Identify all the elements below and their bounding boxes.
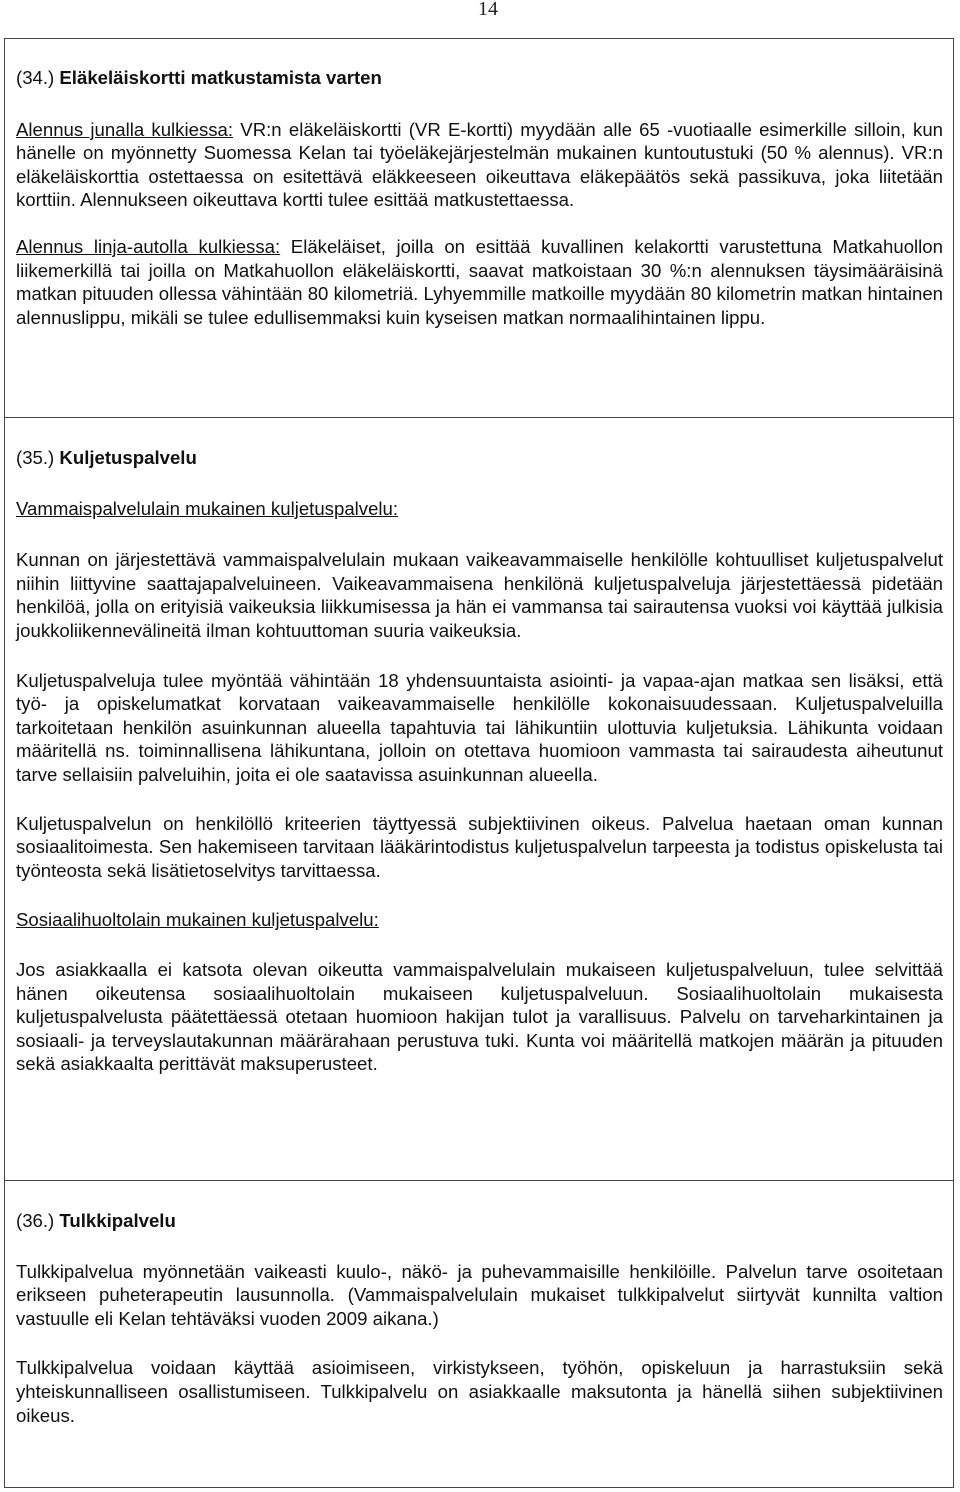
section-34-box	[4, 38, 954, 418]
train-discount-paragraph	[16, 118, 943, 212]
section-35-paragraph-1: Kunnan on järjestettävä vammaispalvelulain mukaan vaikeavammaiselle henkilölle kohtuulliset kuljetuspalvelut niihin liittyvine saattajapalveluineen. Vaikeavammaisena henkilönä kuljetuspalveluja järjestettäessä pidetään henkilöä, jolla on erityisiä vaikeuksia liikkumisessa ja hän ei vammansa tai sairautensa vuoksi voi käyttää julkisia joukkoliikennevälineitä ilman kohtuuttoman suuria vaikeuksia.	[16, 549, 943, 641]
page-number: 14	[478, 0, 498, 20]
section-35-box	[4, 418, 954, 1181]
section-35-paragraph-3: Kuljetuspalvelun on henkilöllö kriteerien täyttyessä subjektiivinen oikeus. Palvelua haetaan oman kunnan sosiaalitoimesta. Sen hakemiseen tarvitaan lääkärintodistus kuljetuspalvelun tarpeesta ja todistus opiskelusta tai työnteosta sekä lisätietoselvitys tarvittaessa.	[16, 812, 943, 881]
section-36-title: Tulkkipalvelu	[59, 1210, 176, 1231]
section-36-paragraph-2: Tulkkipalvelua voidaan käyttää asioimiseen, virkistykseen, työhön, opiskeluun ja harrastuksiin sekä yhteiskunnalliseen osallistumiseen. Tulkkipalvelu on asiakkaalle maksutonta ja hänellä siihen subjektiivinen oikeus.	[16, 1357, 943, 1426]
section-35-paragraph-4: Jos asiakkaalla ei katsota olevan oikeutta vammaispalvelulain mukaiseen kuljetuspalveluun, tulee selvittää hänen oikeutensa sosiaalihuoltolain mukaiseen kuljetuspalveluun. Sosiaalihuoltolain mukaisesta kuljetuspalvelusta päätettäessä otetaan huomioon hakijan tulot ja varallisuus. Palvelu on tarveharkintainen ja sosiaali- ja terveyslautakunnan määrärahaan perustuva tuki. Kunta voi määritellä matkojen määrän ja pituuden sekä asiakkaalta perittävät maksuperusteet.	[16, 958, 943, 1075]
section-35-heading	[16, 446, 943, 470]
section-34-title: Eläkeläiskortti matkustamista varten	[59, 67, 382, 88]
section-34-heading	[16, 66, 943, 90]
section-35-paragraph-2: Kuljetuspalveluja tulee myöntää vähintään 18 yhdensuuntaista asiointi- ja vapaa-ajan matkaa sen lisäksi, että työ- ja opiskelumatkat korvataan vaikeavammaiselle henkilölle kokonaisuudessaan. Kuljetuspalveluilla tarkoitetaan henkilön asuinkunnan alueella tapahtuvia tai lähikuntiin ulottuvia kuljetuksia. Lähikunta voidaan määritellä ns. toiminnallisena lähikuntana, jolloin on otettava huomioon vammasta tai sairaudesta aiheutunut tarve sellaisiin palveluihin, joita ei ole saatavissa asuinkunnan alueella.	[16, 669, 943, 785]
section-36-heading	[16, 1209, 943, 1233]
train-discount-lead: Alennus junalla kulkiessa:	[16, 118, 234, 140]
section-36-box	[4, 1181, 954, 1488]
bus-discount-lead: Alennus linja-autolla kulkiessa:	[16, 235, 281, 257]
section-35-title: Kuljetuspalvelu	[59, 447, 197, 468]
section-36-number: (36.)	[16, 1210, 55, 1231]
section-34-number: (34.)	[16, 67, 55, 88]
section-36-paragraph-1: Tulkkipalvelua myönnetään vaikeasti kuulo-, näkö- ja puhevammaisille henkilöille. Palvelun tarve osoitetaan erikseen puheterapeutin lausunnolla. (Vammaispalvelulain mukaiset tulkkipalvelut siirtyvät kunnilta valtion vastuulle eli Kelan tehtäväksi vuoden 2009 aikana.)	[16, 1260, 943, 1329]
bus-discount-text: Eläkeläiset, joilla on esittää kuvallinen kelakortti varustettuna Matkahuollon liikemerkillä tai joilla on Matkahuollon eläkeläiskortti, saavat matkoistaan 30 %:n alennuksen täysimääräisinä matkan pituuden ollessa vähintään 80 kilometriä. Lyhyemmille matkoille myydään 80 kilometrin matkan hintainen alennuslippu, mikäli se tulee edullisemmaksi kuin kyseisen matkan normaalihintainen lippu.	[16, 235, 943, 328]
social-welfare-subheading: Sosiaalihuoltolain mukainen kuljetuspalvelu:	[16, 909, 379, 931]
train-discount-text: VR:n eläkeläiskortti (VR E-kortti) myydään alle 65 -vuotiaalle esimerkille silloin, kun hänelle on myönnetty Suomessa Kelan tai työeläkejärjestelmän mukainen kuntoutustuki (50 % alennus). VR:n eläkeläiskorttia ostettaessa on esitettävä eläkkeeseen oikeuttava eläkepäätös sekä passikuva, joka liitetään korttiin. Alennukseen oikeuttava kortti tulee esittää matkustettaessa.	[16, 118, 943, 211]
bus-discount-paragraph	[16, 235, 943, 329]
disability-services-subheading: Vammaispalvelulain mukainen kuljetuspalvelu:	[16, 497, 399, 519]
section-35-number: (35.)	[16, 447, 55, 468]
